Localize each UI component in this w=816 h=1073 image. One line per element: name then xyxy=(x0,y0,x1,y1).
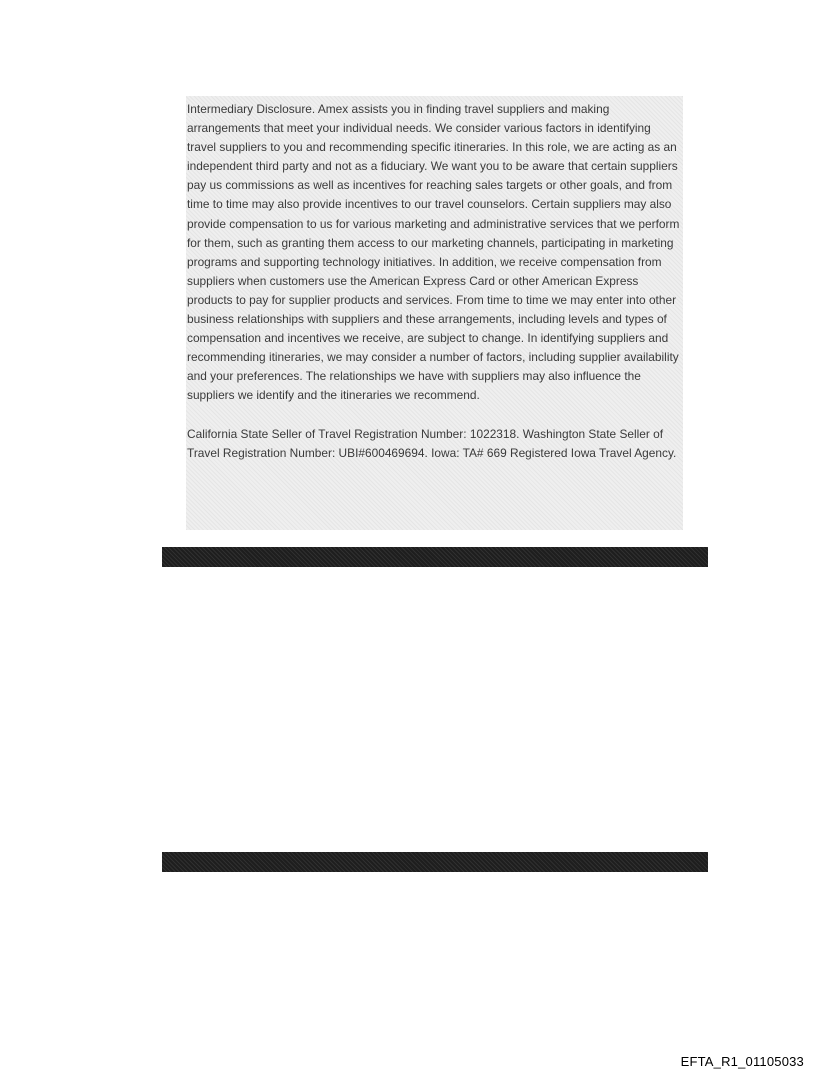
bottom-divider-bar xyxy=(162,852,708,872)
document-id: EFTA_R1_01105033 xyxy=(680,1054,804,1069)
top-divider-bar xyxy=(162,547,708,567)
seller-registration-text: California State Seller of Travel Registration Number: 1022318. Washington State Seller of Travel Registration Number: UBI#600469694. Iowa: TA# 669 Registered Iowa Travel Agency. xyxy=(187,426,677,460)
intermediary-disclosure-text: Intermediary Disclosure. Amex assists you in finding travel suppliers and making arrangements that meet your individual needs. We consider various factors in identifying travel suppliers to you and recommending specific itineraries. In this role, we are acting as an independent third party and not as a fiduciary. We want you to be aware that certain suppliers pay us commissions as well as incentives for reaching sales targets or other goals, and from time to time may also provide incentives to our travel counselors. Certain suppliers may also provide compensation to us for various marketing and administrative services that we perform for them, such as granting them access to our marketing channels, participating in marketing programs and supporting technology initiatives. In addition, we receive compensation from suppliers when customers use the American Express Card or other American Express products to pay for supplier products and services. From time to time we may enter into other business relationships with suppliers and these arrangements, including levels and types of compensation and incentives we receive, are subject to change. In identifying suppliers and recommending itineraries, we may consider a number of factors, including supplier availability and your preferences. The relationships we have with suppliers may also influence the suppliers we identify and the itineraries we recommend. xyxy=(187,102,680,403)
disclosure-panel xyxy=(186,96,683,530)
